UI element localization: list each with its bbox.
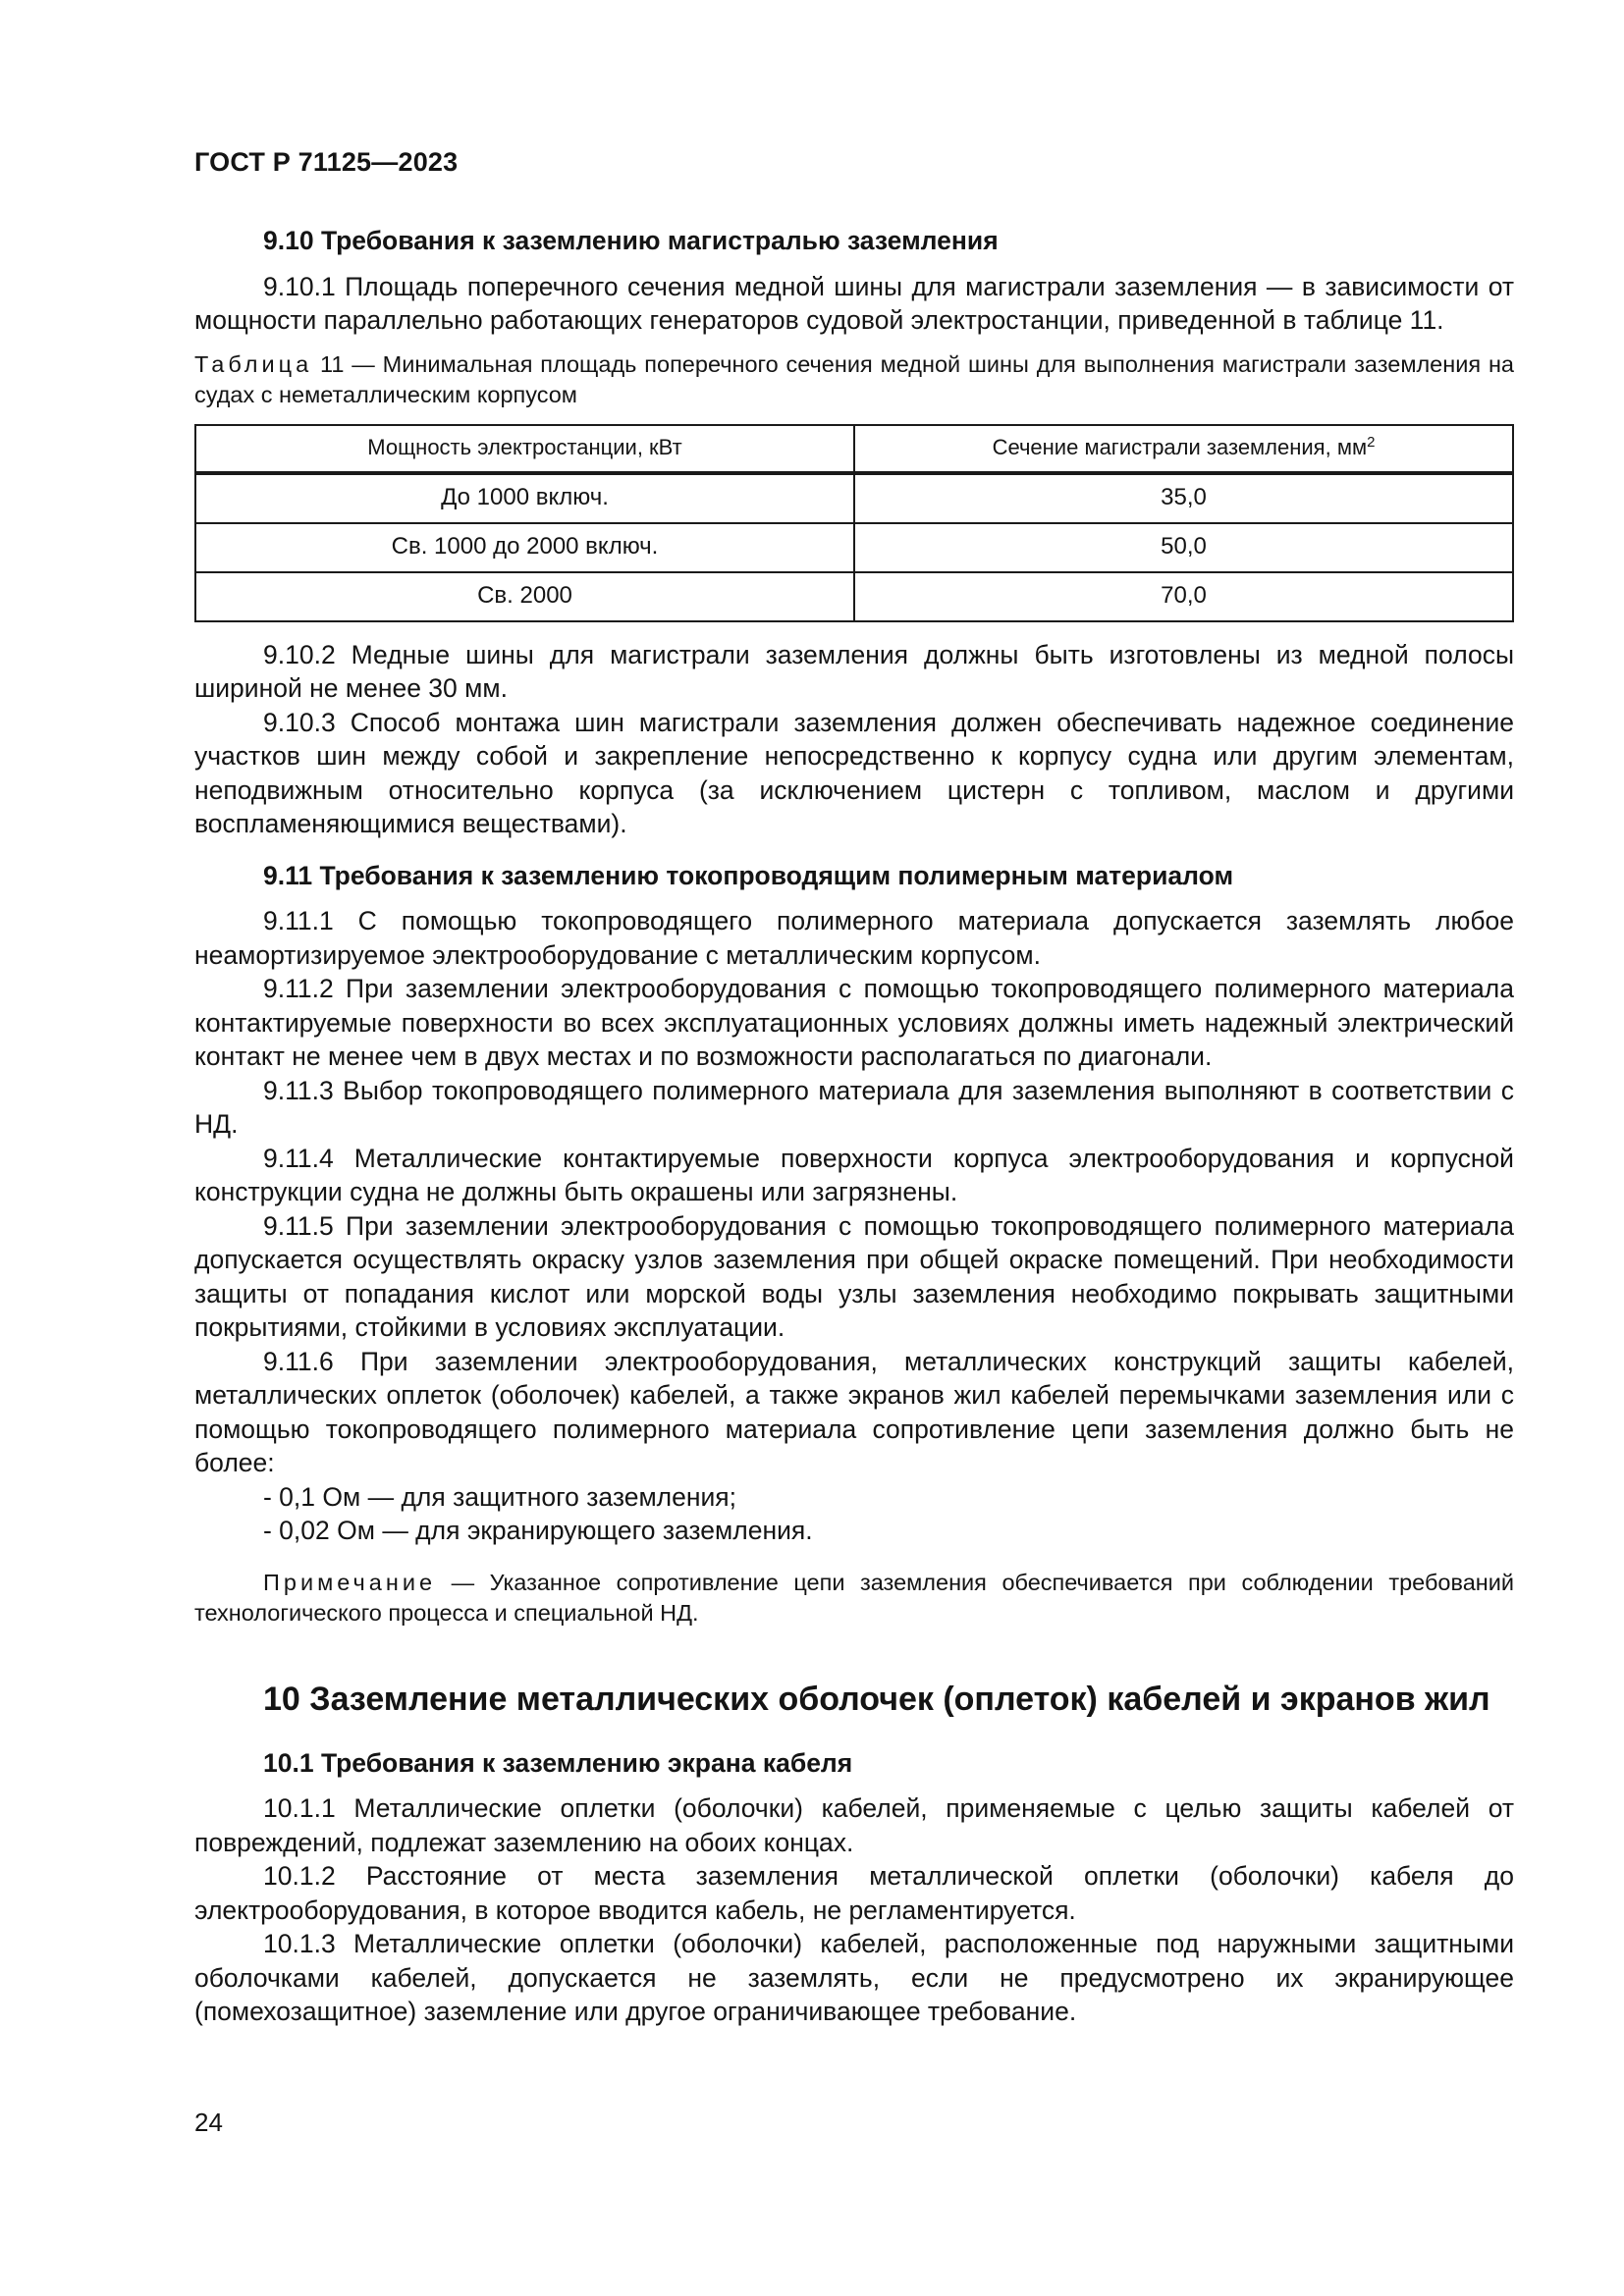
table-caption-text: 11 — Минимальная площадь поперечного сечения медной шины для выполнения магистрали заземления на судах с неметаллическим корпусом <box>194 350 1514 407</box>
section-10-1-heading: 10.1 Требования к заземлению экрана кабеля <box>263 1747 853 1778</box>
clause-10-1-1: 10.1.1 Металлические оплетки (оболочки) кабелей, применяемые с целью защиты кабелей от повреждений, подлежат заземлению на обоих концах. <box>194 1793 1514 1857</box>
section-10-heading: 10 Заземление металлических оболочек (оплеток) кабелей и экранов жил <box>263 1680 1490 1718</box>
clause-9-11-2: 9.11.2 При заземлении электрооборудования с помощью токопроводящего полимерного материала контактируемые поверхности во всех эксплуатационных условиях должны иметь надежный электрический контакт не менее чем в двух местах и по возможности располагаться по диагонали. <box>194 974 1514 1071</box>
table-row <box>195 523 1513 572</box>
section-9-11-heading: 9.11 Требования к заземлению токопроводящим полимерным материалом <box>263 860 1234 890</box>
cell-section: 70,0 <box>854 572 1513 621</box>
table-row <box>195 473 1513 523</box>
note-label: Примечание <box>263 1569 437 1595</box>
cell-section: 35,0 <box>854 473 1513 523</box>
cell-power: До 1000 включ. <box>195 473 854 523</box>
table-row <box>195 572 1513 621</box>
section-9-10-heading: 9.10 Требования к заземлению магистралью заземления <box>263 226 999 255</box>
clause-10-1-3: 10.1.3 Металлические оплетки (оболочки) кабелей, расположенные под наружными защитными оболочками кабелей, допускается не заземлять, если не предусмотрено их экранирующее (помехозащитное) заземление или другое ограничивающее требование. <box>194 1929 1514 2026</box>
page-number: 24 <box>194 2108 223 2137</box>
table-header-row <box>195 425 1513 473</box>
clause-9-11-1: 9.11.1 С помощью токопроводящего полимерного материала допускается заземлять любое неамортизируемое электрооборудование с металлическим корпусом. <box>194 906 1514 970</box>
table-caption-label: Таблица <box>194 350 313 377</box>
page-content <box>194 224 1514 2029</box>
clause-9-10-2: 9.10.2 Медные шины для магистрали заземления должны быть изготовлены из медной полосы шириной не менее 30 мм. <box>194 639 1514 703</box>
note-text: — Указанное сопротивление цепи заземления обеспечивается при соблюдении требований технологического процесса и специальной НД. <box>194 1569 1515 1626</box>
clause-9-11-5: 9.11.5 При заземлении электрооборудования с помощью токопроводящего полимерного материала допускается осуществлять окраску узлов заземления при общей окраске помещений. При необходимости защиты от попадания кислот или морской воды узлы заземления необходимо покрывать защитными покрытиями, стойкими в условиях эксплуатации. <box>194 1210 1514 1342</box>
clause-9-11-3: 9.11.3 Выбор токопроводящего полимерного материала для заземления выполняют в соответствии с НД. <box>194 1075 1514 1139</box>
cell-section: 50,0 <box>854 523 1513 572</box>
clause-9-10-1: 9.10.1 Площадь поперечного сечения медной шины для магистрали заземления — в зависимости от мощности параллельно работающих генераторов судовой электростанции, приведенной в таблице 11. <box>194 271 1514 335</box>
cell-power: Св. 1000 до 2000 включ. <box>195 523 854 572</box>
clause-9-11-6: 9.11.6 При заземлении электрооборудования, металлических конструкций защиты кабелей, металлических оплеток (оболочек) кабелей, а также экранов жил кабелей перемычками заземления или с помощью токопроводящего полимерного материала сопротивление цепи заземления должно быть не более: <box>194 1346 1514 1477</box>
clause-10-1-2: 10.1.2 Расстояние от места заземления металлической оплетки (оболочки) кабеля до электрооборудования, в которое вводится кабель, не регламентируется. <box>194 1861 1514 1925</box>
clause-9-11-4: 9.11.4 Металлические контактируемые поверхности корпуса электрооборудования и корпусной конструкции судна не должны быть окрашены или загрязнены. <box>194 1143 1514 1206</box>
column-header-section: Сечение магистрали заземления, $мм^2$ <box>854 425 1513 473</box>
table-11 <box>194 424 1514 622</box>
table-11-caption <box>194 349 1514 410</box>
clause-9-10-3: 9.10.3 Способ монтажа шин магистрали заземления должен обеспечивать надежное соединение участков шин между собой и закрепление непосредственно к корпусу судна или другим элементам, неподвижным относительно корпуса (за исключением цистерн с топливом, маслом и другими воспламеняющимися веществами). <box>194 707 1514 838</box>
document-id-header: ГОСТ Р 71125—2023 <box>194 147 459 177</box>
column-header-power: Мощность электростанции, кВт <box>195 425 854 473</box>
cell-power: Св. 2000 <box>195 572 854 621</box>
note <box>194 1568 1514 1629</box>
list-item-screening: - 0,02 Ом — для экранирующего заземления. <box>263 1516 813 1545</box>
superscript-2: 2 <box>1367 434 1376 452</box>
list-item-protective: - 0,1 Ом — для защитного заземления; <box>263 1481 737 1512</box>
